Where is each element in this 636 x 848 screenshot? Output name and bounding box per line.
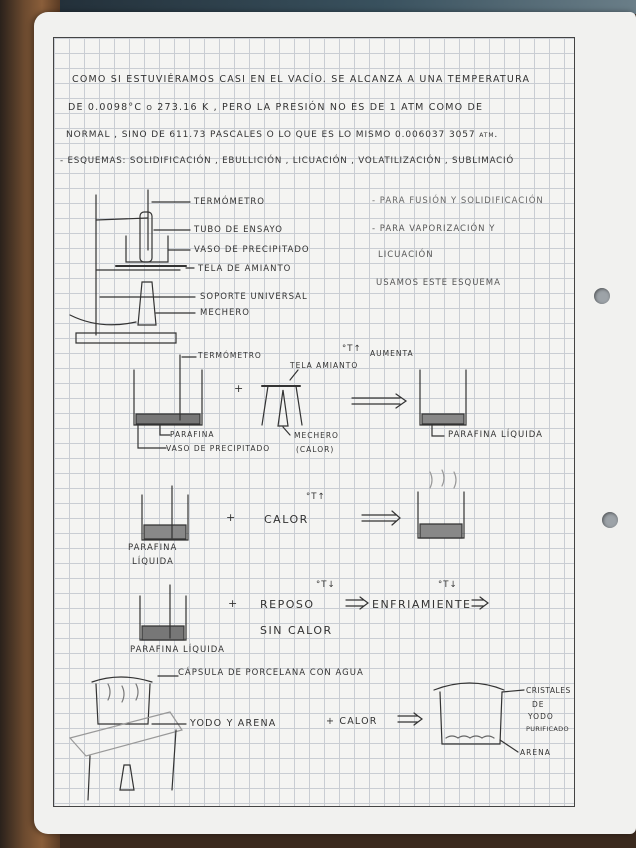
wire-mesh [70, 712, 182, 756]
arrow-1 [352, 394, 406, 408]
label-soporte: SOPORTE UNIVERSAL [200, 292, 308, 302]
s3-enfriamiente: ENFRIAMIENTE [372, 598, 472, 611]
test-tube [140, 212, 152, 262]
paraffin-liquid [422, 414, 464, 424]
s1-mechero: MECHERO [294, 431, 339, 440]
side-note: USAMOS ESTE ESQUEMA [376, 278, 501, 288]
arrow-3 [346, 597, 368, 609]
s4-arena: ARENA [520, 748, 551, 757]
s2-calor: CALOR [264, 513, 309, 526]
s3-parafina-liquida: PARAFINA LÍQUIDA [130, 645, 225, 655]
s4-yodo: YODO [528, 712, 554, 721]
s1-calor: (CALOR) [296, 445, 335, 454]
s2-liquida: LÍQUIDA [132, 557, 174, 567]
s1-tela: TELA AMIANTO [290, 361, 359, 370]
label-tela: TELA DE AMIANTO [198, 264, 292, 274]
paragraph-line: COMO SI ESTUVIÉRAMOS CASI EN EL VACÍO. SE ALCANZA A UNA TEMPERATURA [72, 74, 531, 85]
capsule [92, 677, 152, 682]
paragraph-line: DE 0.0098°C o 273.16 K , PERO LA PRESIÓN NO ES DE 1 ATM COMO DE [68, 102, 484, 113]
side-note: - PARA FUSIÓN Y SOLIDIFICACIÓN [372, 196, 544, 206]
burner [138, 282, 156, 325]
s3-reposo: REPOSO [260, 598, 315, 611]
beaker [126, 236, 168, 262]
label-tubo: TUBO DE ENSAYO [194, 225, 283, 235]
paragraph-line: - ESQUEMAS: SOLIDIFICACIÓN , EBULLICIÓN , LICUACIÓN , VOLATILIZACIÓN , SUBLIMACIÓ [60, 156, 515, 166]
s1-termometro: TERMÓMETRO [198, 351, 262, 360]
s2-plus: + [226, 511, 237, 524]
side-note: LICUACIÓN [378, 250, 434, 260]
hose [70, 315, 136, 325]
s4-purificado: PURIFICADO [526, 725, 569, 733]
label-termometro: TERMÓMETRO [194, 197, 265, 207]
capsule-2 [434, 683, 504, 690]
s4-capsula: CÁPSULA DE PORCELANA CON AGUA [178, 668, 364, 678]
label-vaso: VASO DE PRECIPITADO [194, 245, 310, 255]
s3-sin-calor: SIN CALOR [260, 624, 333, 637]
s2-temp: °T↑ [306, 492, 326, 502]
s4-cristales: CRISTALES [526, 686, 571, 695]
side-note: - PARA VAPORIZACIÓN Y [372, 224, 496, 234]
s1-parafina-liquida: PARAFINA LÍQUIDA [448, 430, 543, 440]
burner-4 [120, 765, 134, 790]
arrow-2 [362, 511, 400, 525]
s1-aumenta: AUMENTA [370, 349, 414, 358]
burner-2 [278, 390, 288, 426]
s2-parafina: PARAFINA [128, 543, 178, 553]
paragraph-line: NORMAL , SINO DE 611.73 PASCALES O LO QUE ES LO MISMO 0.006037 3057 atm. [66, 130, 499, 140]
s3-temp2: °T↓ [438, 580, 458, 590]
s1-parafina: PARAFINA [170, 430, 215, 439]
s4-de: DE [532, 700, 545, 709]
arrow-5 [398, 713, 422, 725]
s3-temp1: °T↓ [316, 580, 336, 590]
label-mechero: MECHERO [200, 308, 250, 318]
s1-vaso: VASO DE PRECIPITADO [166, 444, 271, 453]
arrow-4 [472, 597, 488, 609]
s3-plus: + [228, 597, 239, 610]
support-base [76, 333, 176, 343]
s1-plus: + [234, 382, 245, 395]
paraffin-solid [136, 414, 200, 424]
s1-temp-up: °T↑ [342, 344, 362, 354]
s4-yodo-arena: YODO Y ARENA [190, 718, 277, 729]
s4-calor: + CALOR [326, 716, 378, 727]
